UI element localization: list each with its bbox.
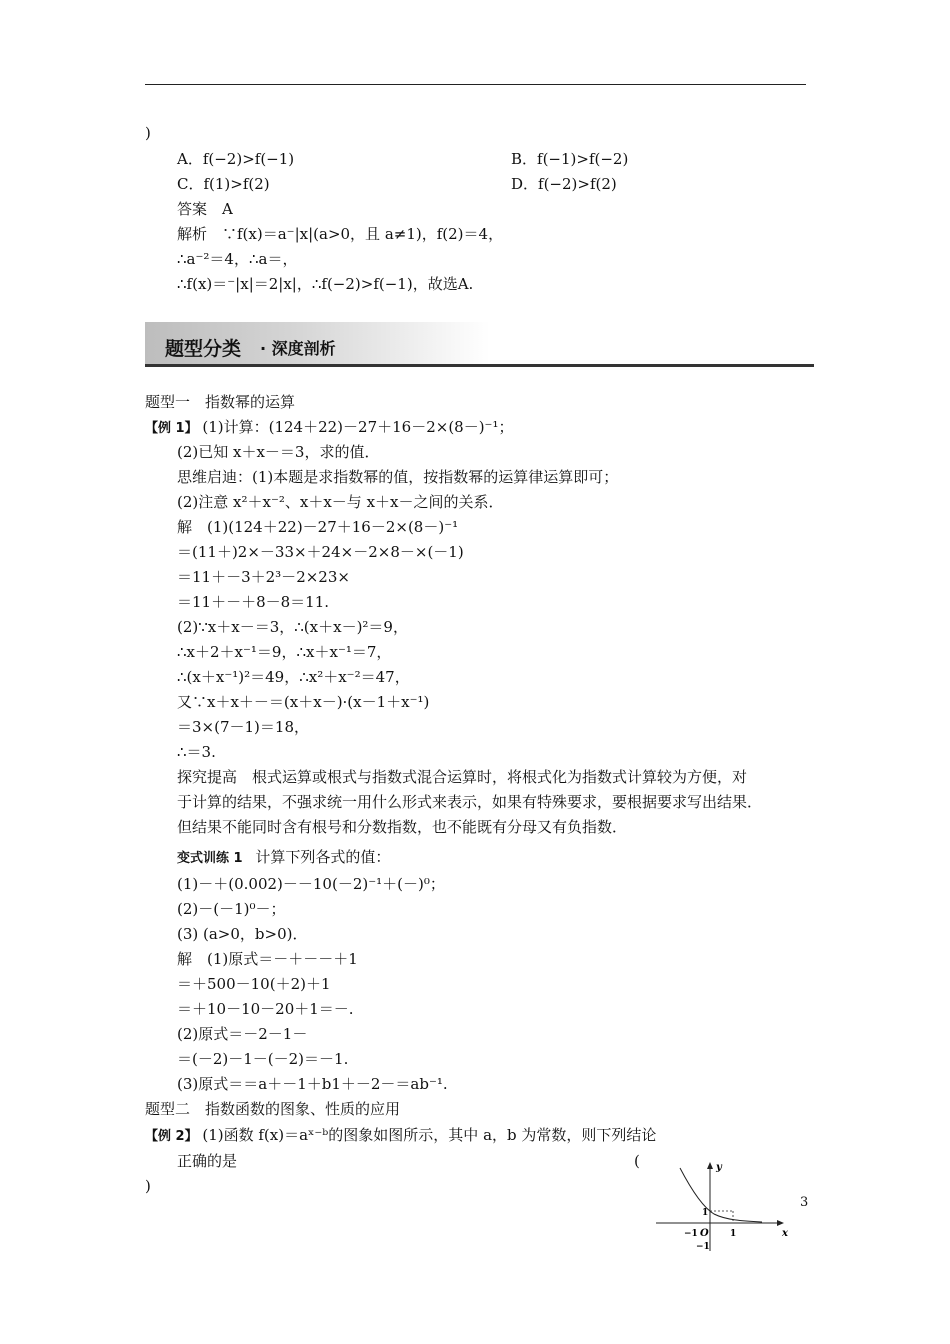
- banner-title: 题型分类: [165, 338, 242, 360]
- tick-1-x: 1: [730, 1229, 737, 1239]
- drill-solution-1: 解 (1)原式＝－＋－－＋1: [177, 950, 358, 968]
- answer-paren-open: (: [634, 1152, 640, 1170]
- option-d: D．f(−2)>f(2): [511, 175, 617, 193]
- banner-rule: [145, 364, 814, 367]
- explore-line-3: 但结果不能同时含有根号和分数指数，也不能既有分母又有负指数．: [177, 818, 628, 836]
- tick-neg1-x: −1: [684, 1229, 698, 1239]
- analysis-line-3: ∴f(x)＝⁻|x|＝2|x|，∴f(−2)>f(−1)，故选A.: [177, 275, 474, 293]
- example-2-line: [145, 1126, 656, 1146]
- solution-line-3: ＝11＋－3＋2³－2×23×: [177, 568, 350, 586]
- origin-label: O: [700, 1228, 709, 1239]
- section-heading-2: 题型二 指数函数的图象、性质的应用: [145, 1100, 401, 1118]
- banner-subtitle: · 深度剖析: [260, 339, 336, 358]
- tick-neg1-y: −1: [696, 1242, 710, 1252]
- answer-line: 答案 A: [177, 200, 233, 218]
- example-1-line: [145, 418, 514, 438]
- y-axis-arrow: [707, 1162, 713, 1169]
- example-1-question-2: (2)已知 x＋x－＝3，求的值．: [177, 443, 380, 461]
- hint-line-2: (2)注意 x²＋x⁻²、x＋x－与 x＋x－之间的关系．: [177, 493, 504, 511]
- drill-solution-3: ＝＋10－10－20＋1＝－.: [177, 1000, 354, 1018]
- analysis-line-2: ∴a⁻²＝4，∴a＝，: [177, 250, 298, 268]
- solution-line-10: ∴＝3.: [177, 743, 216, 761]
- section-heading-1: 题型一 指数幂的运算: [145, 393, 296, 411]
- drill-item-3: (3) (a>0，b>0)．: [177, 925, 308, 943]
- drill-solution-2: ＝＋500－10(＋2)＋1: [177, 975, 331, 993]
- solution-line-5: (2)∵x＋x－＝3，∴(x＋x－)²＝9，: [177, 618, 408, 636]
- solution-line-6: ∴x＋2＋x⁻¹＝9，∴x＋x⁻¹＝7，: [177, 643, 392, 661]
- drill-solution-6: (3)原式＝＝a＋－1＋b1＋－2－＝ab⁻¹.: [177, 1075, 448, 1093]
- section-banner: [145, 322, 814, 366]
- exponential-graph: [652, 1156, 792, 1256]
- option-a: A．f(−2)>f(−1): [177, 150, 295, 168]
- answer-paren-close: ): [145, 1177, 151, 1195]
- y-axis-label: y: [716, 1162, 722, 1173]
- explore-line-1: 探究提高 根式运算或根式与指数式混合运算时，将根式化为指数式计算较为方便，对: [177, 768, 748, 786]
- solution-line-9: ＝3×(7－1)＝18，: [177, 718, 309, 736]
- drill-tag: 变式训练 1: [177, 851, 243, 866]
- option-c: C．f(1)>f(2): [177, 175, 270, 193]
- paren-close: ): [145, 124, 151, 142]
- solution-line-4: ＝11＋－＋8－8＝11.: [177, 593, 330, 611]
- example-2-tag: 【例 2】: [145, 1129, 198, 1144]
- drill-question: 计算下列各式的值：: [255, 848, 391, 866]
- tick-1-y: 1: [702, 1208, 709, 1218]
- drill-solution-5: ＝(－2)－1－(－2)＝－1.: [177, 1050, 349, 1068]
- function-curve: [680, 1168, 762, 1222]
- drill-solution-4: (2)原式＝－2－1－: [177, 1025, 308, 1043]
- solution-line-2: ＝(11＋)2×－33×＋24×－2×8－×(－1): [177, 543, 464, 561]
- option-b: B．f(−1)>f(−2): [511, 150, 629, 168]
- hint-line-1: 思维启迪：(1)本题是求指数幂的值，按指数幂的运算律运算即可；: [177, 468, 619, 486]
- example-1-tag: 【例 1】: [145, 421, 198, 436]
- drill-item-1: (1)－＋(0.002)－－10(－2)⁻¹＋(－)⁰；: [177, 875, 445, 893]
- page-number: 3: [800, 1195, 809, 1210]
- solution-line-7: ∴(x＋x⁻¹)²＝49，∴x²＋x⁻²＝47，: [177, 668, 410, 686]
- solution-line-8: 又∵x＋x＋－＝(x＋x－)·(x－1＋x⁻¹): [177, 693, 430, 711]
- drill-item-2: (2)－(－1)⁰－；: [177, 900, 286, 918]
- drill-heading: [177, 848, 390, 868]
- example-2-question-2: 正确的是: [177, 1152, 238, 1170]
- x-axis-arrow: [777, 1220, 784, 1226]
- analysis-line-1: 解析 ∵f(x)＝a⁻|x|(a>0，且 a≠1)，f(2)＝4，: [177, 225, 504, 243]
- header-rule: [145, 84, 806, 85]
- x-axis-label: x: [782, 1228, 788, 1239]
- example-2-question: (1)函数 f(x)＝aˣ⁻ᵇ的图象如图所示，其中 a，b 为常数，则下列结论: [202, 1126, 657, 1144]
- example-1-question-1: (1)计算：(124＋22)－27＋16－2×(8－)⁻¹；: [202, 418, 514, 436]
- explore-line-2: 于计算的结果，不强求统一用什么形式来表示，如果有特殊要求，要根据要求写出结果．: [177, 793, 763, 811]
- solution-line-1: 解 (1)(124＋22)－27＋16－2×(8－)⁻¹: [177, 518, 459, 536]
